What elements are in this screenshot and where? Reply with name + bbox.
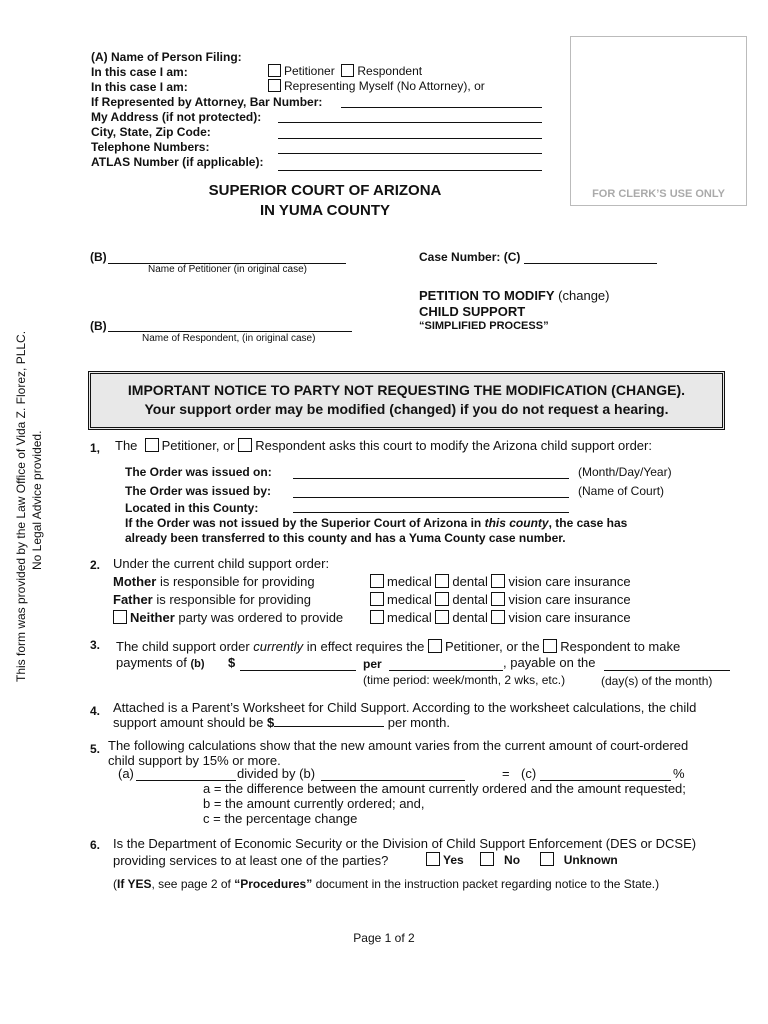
petition-change: (change) (558, 288, 610, 303)
petitioner-option: Petitioner (284, 64, 335, 78)
s1-located-label: Located in this County: (125, 501, 259, 515)
respondent-option: Respondent (357, 64, 423, 78)
petition-process: “SIMPLIFIED PROCESS” (419, 320, 549, 332)
mother-vision-checkbox[interactable] (491, 574, 505, 588)
s4-dollar: $ (266, 715, 275, 730)
s3-payable: , payable on the (503, 655, 596, 670)
s1-petitioner-label: Petitioner, or (161, 438, 235, 453)
no-label: No (504, 853, 521, 867)
address-field[interactable] (278, 122, 542, 123)
s1-issued-by-label: The Order was issued by: (125, 484, 272, 498)
s2-number: 2. (90, 558, 101, 572)
in-case-label-2: In this case I am: (91, 80, 188, 94)
petitioner-checkbox[interactable] (268, 64, 281, 77)
s1-respondent-checkbox[interactable] (238, 438, 252, 452)
s3-amount-field[interactable] (240, 670, 356, 671)
s1-intro (115, 438, 652, 453)
s2-insurance-options (370, 573, 631, 627)
s2-neither: Neither (130, 610, 175, 625)
s1-note-a: If the Order was not issued by the Superior Court of Arizona in (125, 516, 485, 530)
s1-note-italic: this county (484, 516, 549, 530)
s3-number: 3. (90, 638, 101, 652)
in-case-label-1: In this case I am: (91, 65, 188, 79)
s2-intro: Under the current child support order: (113, 556, 330, 571)
s1-issued-by-hint: (Name of Court) (578, 484, 665, 498)
s6-note-a: ( (113, 877, 117, 891)
petitioner-b-label: (B) (90, 250, 107, 264)
s6-note-c: document in the instruction packet regarding notice to the State.) (312, 877, 660, 891)
neither-dental-label: dental (452, 610, 488, 625)
s3-line1 (116, 639, 680, 654)
s2-neither-checkbox[interactable] (113, 610, 127, 624)
s3-b: (b) (190, 658, 205, 670)
neither-vision-checkbox[interactable] (491, 610, 505, 624)
mother-dental-label: dental (452, 574, 488, 589)
no-checkbox[interactable] (480, 852, 494, 866)
s5-pct: % (673, 766, 685, 781)
case-number-field[interactable] (524, 263, 657, 264)
s3-day-field[interactable] (604, 670, 730, 671)
s1-issued-on-field[interactable] (293, 478, 569, 479)
s4-line2b: per month. (384, 715, 450, 730)
s1-number: 1, (90, 441, 101, 455)
bar-number-label: If Represented by Attorney, Bar Number: (91, 95, 323, 109)
s4-number: 4. (90, 704, 101, 718)
bar-number-field[interactable] (341, 107, 542, 108)
father-medical-checkbox[interactable] (370, 592, 384, 606)
father-vision-label: vision care insurance (508, 592, 631, 607)
s3-respondent-label: Respondent to make (560, 639, 681, 654)
s3-text-a: The child support order (116, 639, 254, 654)
s4-text (113, 700, 696, 730)
name-of-person-label: (A) Name of Person Filing: (91, 50, 242, 64)
father-medical-label: medical (387, 592, 432, 607)
s2-father: Father (113, 592, 153, 607)
neither-dental-checkbox[interactable] (435, 610, 449, 624)
mother-dental-checkbox[interactable] (435, 574, 449, 588)
clerk-use-box (570, 36, 747, 206)
s1-issued-on-label: The Order was issued on: (125, 465, 272, 479)
unknown-label: Unknown (563, 853, 618, 867)
s5-a: (a) (118, 766, 134, 781)
s2-mother-rest: is responsible for providing (156, 574, 315, 589)
s4-line2a: support amount should be (113, 715, 267, 730)
s1-note (125, 516, 627, 546)
notice-line1: IMPORTANT NOTICE TO PARTY NOT REQUESTING THE MODIFICATION (CHANGE). (127, 382, 686, 398)
s5-equals: = (502, 766, 510, 781)
unknown-checkbox[interactable] (540, 852, 554, 866)
petition-main: PETITION TO MODIFY (419, 288, 555, 303)
court-line1: SUPERIOR COURT OF ARIZONA (208, 182, 442, 199)
s3-payments-of: payments of (116, 655, 187, 670)
s1-located-field[interactable] (293, 512, 569, 513)
s5-line2: child support by 15% or more. (108, 753, 281, 768)
mother-vision-label: vision care insurance (508, 574, 631, 589)
s3-petitioner-checkbox[interactable] (428, 639, 442, 653)
s5-c: (c) (521, 766, 537, 781)
mother-medical-label: medical (387, 574, 432, 589)
s6-options (426, 852, 618, 867)
s6-note-procedures: “Procedures” (234, 877, 313, 891)
neither-vision-label: vision care insurance (508, 610, 631, 625)
s5-text (108, 738, 688, 768)
s6-line2: providing services to at least one of the parties? (113, 853, 389, 868)
respondent-b-label: (B) (90, 319, 107, 333)
side-note-line2: No Legal Advice provided. (30, 430, 44, 570)
father-vision-checkbox[interactable] (491, 592, 505, 606)
s6-number: 6. (90, 838, 101, 852)
respondent-caption: Name of Respondent, (in original case) (142, 333, 316, 344)
s3-period-field[interactable] (389, 670, 503, 671)
respondent-name-field[interactable] (108, 331, 352, 332)
petitioner-caption: Name of Petitioner (in original case) (148, 264, 307, 275)
s4-amount-field[interactable] (274, 715, 384, 727)
page-number: Page 1 of 2 (353, 931, 415, 945)
s1-the: The (115, 438, 138, 453)
father-dental-label: dental (452, 592, 488, 607)
atlas-field[interactable] (278, 170, 542, 171)
s1-petitioner-checkbox[interactable] (145, 438, 159, 452)
s1-issued-on-hint: (Month/Day/Year) (578, 465, 672, 479)
s2-rows (113, 555, 343, 627)
s5-divided: divided by (b) (237, 766, 316, 781)
s3-time-hint: (time period: week/month, 2 wks, etc.) (363, 673, 566, 687)
s1-note-line2: already been transferred to this county and has a Yuma County case number. (125, 531, 566, 545)
s3-petitioner-label: Petitioner, or the (444, 639, 540, 654)
s2-father-rest: is responsible for providing (152, 592, 311, 607)
petition-sub: CHILD SUPPORT (419, 304, 526, 319)
s3-day-hint: (day(s) of the month) (601, 674, 713, 688)
representing-myself-checkbox[interactable] (268, 79, 281, 92)
s6-note-b: , see page 2 of (151, 877, 235, 891)
s5-definitions (203, 781, 686, 826)
respondent-checkbox[interactable] (341, 64, 354, 77)
court-title (180, 181, 470, 221)
yes-label: Yes (443, 853, 464, 867)
city-state-zip-field[interactable] (278, 138, 542, 139)
court-line2: IN YUMA COUNTY (259, 202, 390, 219)
s1-note-b: , the case has (548, 516, 628, 530)
father-dental-checkbox[interactable] (435, 592, 449, 606)
atlas-label: ATLAS Number (if applicable): (91, 155, 264, 169)
neither-medical-label: medical (387, 610, 432, 625)
petition-title (419, 288, 609, 333)
s5-def-a: a = the difference between the amount currently ordered and the amount requested; (203, 781, 686, 796)
s1-respondent-label: Respondent asks this court to modify the Arizona child support order: (255, 438, 652, 453)
s6-note (113, 877, 659, 891)
important-notice (88, 371, 725, 430)
neither-medical-checkbox[interactable] (370, 610, 384, 624)
s6-note-if-yes: If YES (117, 877, 152, 891)
yes-checkbox[interactable] (426, 852, 440, 866)
case-number-label: Case Number: (C) (419, 250, 521, 264)
clerk-use-label: FOR CLERK’S USE ONLY (592, 188, 725, 200)
s5-def-c: c = the percentage change (203, 811, 358, 826)
mother-medical-checkbox[interactable] (370, 574, 384, 588)
city-state-zip-label: City, State, Zip Code: (91, 125, 211, 139)
s1-issued-by-field[interactable] (293, 497, 569, 498)
telephone-field[interactable] (278, 153, 542, 154)
party-role-row (268, 64, 422, 78)
s3-payments-label (116, 655, 205, 670)
s3-per: per (363, 657, 382, 671)
s3-currently: currently (253, 639, 304, 654)
s6-line1: Is the Department of Economic Security or the Division of Child Support Enforcement (DES or DCSE) (113, 836, 697, 851)
side-note-line1: This form was provided by the Law Office of Vida Z. Florez, PLLC. (14, 330, 28, 682)
s4-line1: Attached is a Parent’s Worksheet for Child Support. According to the worksheet calculations, the child (113, 700, 697, 715)
s5-line1: The following calculations show that the new amount varies from the current amount of court-ordered (108, 738, 689, 753)
address-label: My Address (if not protected): (91, 110, 262, 124)
s5-def-b: b = the amount currently ordered; and, (203, 796, 425, 811)
s3-dollar: $ (228, 655, 236, 670)
s3-text-b: in effect requires the (303, 639, 425, 654)
self-rep-row (268, 79, 485, 93)
s2-neither-rest: party was ordered to provide (174, 610, 344, 625)
telephone-label: Telephone Numbers: (91, 140, 210, 154)
representing-myself-option: Representing Myself (No Attorney), or (284, 79, 485, 93)
s2-mother: Mother (113, 574, 157, 589)
s3-respondent-checkbox[interactable] (543, 639, 557, 653)
notice-line2: Your support order may be modified (changed) if you do not request a hearing. (144, 401, 669, 417)
s5-number: 5. (90, 742, 101, 756)
